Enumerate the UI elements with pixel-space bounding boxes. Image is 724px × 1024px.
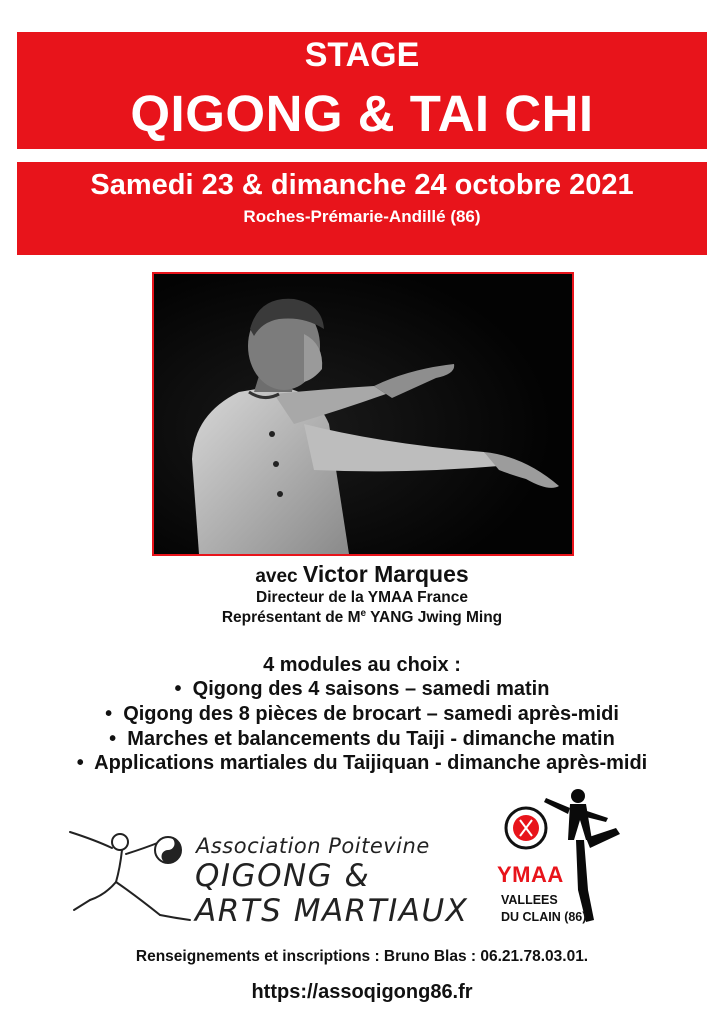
yin-yang-icon — [155, 837, 181, 863]
module-item: • Qigong des 4 saisons – samedi matin — [174, 678, 550, 700]
title-banner — [17, 32, 707, 149]
event-date: Samedi 23 & dimanche 24 octobre 2021 — [90, 169, 634, 201]
teacher-line — [0, 561, 724, 588]
teacher-prefix: avec — [255, 566, 298, 587]
modules-title: 4 modules au choix : — [263, 654, 461, 676]
ymaa-line2: DU CLAIN (86) — [501, 910, 587, 924]
module-item: • Marches et balancements du Taiji - dimanche matin — [109, 728, 615, 750]
teacher-role-2-rest: YANG Jwing Ming — [366, 609, 503, 627]
ymaa-name: YMAA — [497, 862, 564, 887]
module-item: • Applications martiales du Taijiquan - dimanche après-midi — [76, 752, 648, 774]
ymaa-logo — [496, 780, 626, 930]
association-name-line3: ARTS MARTIAUX — [195, 893, 469, 929]
teacher-photo — [152, 272, 574, 556]
module-item-label: Qigong des 4 saisons – samedi matin — [192, 678, 550, 700]
module-item-label: Qigong des 8 pièces de brocart – samedi après-midi — [123, 703, 619, 725]
ymaa-line1: VALLEES — [501, 893, 558, 907]
module-item-label: Marches et balancements du Taiji - dimanche matin — [127, 728, 615, 750]
event-title: QIGONG & TAI CHI — [130, 85, 594, 142]
teacher-role-2-sup: e — [360, 608, 367, 619]
website-link[interactable]: https://assoqigong86.fr — [251, 981, 473, 1003]
association-name-line1: Association Poitevine — [196, 834, 430, 858]
teacher-role-2-part: Représentant de M — [221, 609, 361, 627]
teacher-name: Victor Marques — [302, 561, 469, 587]
module-item-label: Applications martiales du Taijiquan - dimanche après-midi — [94, 752, 648, 774]
teacher-role-2 — [0, 608, 724, 627]
stage-label: STAGE — [304, 36, 420, 74]
module-item: • Qigong des 8 pièces de brocart – samedi après-midi — [105, 703, 619, 725]
teacher-role-1: Directeur de la YMAA France — [256, 589, 468, 606]
contact-info: Renseignements et inscriptions : Bruno Blas : 06.21.78.03.01. — [135, 948, 589, 965]
date-banner — [17, 162, 707, 255]
teacher-photo-image — [154, 274, 572, 554]
ymaa-emblem-icon — [506, 808, 546, 848]
association-name-line2: QIGONG & — [195, 858, 371, 894]
event-place: Roches-Prémarie-Andillé (86) — [243, 207, 481, 226]
